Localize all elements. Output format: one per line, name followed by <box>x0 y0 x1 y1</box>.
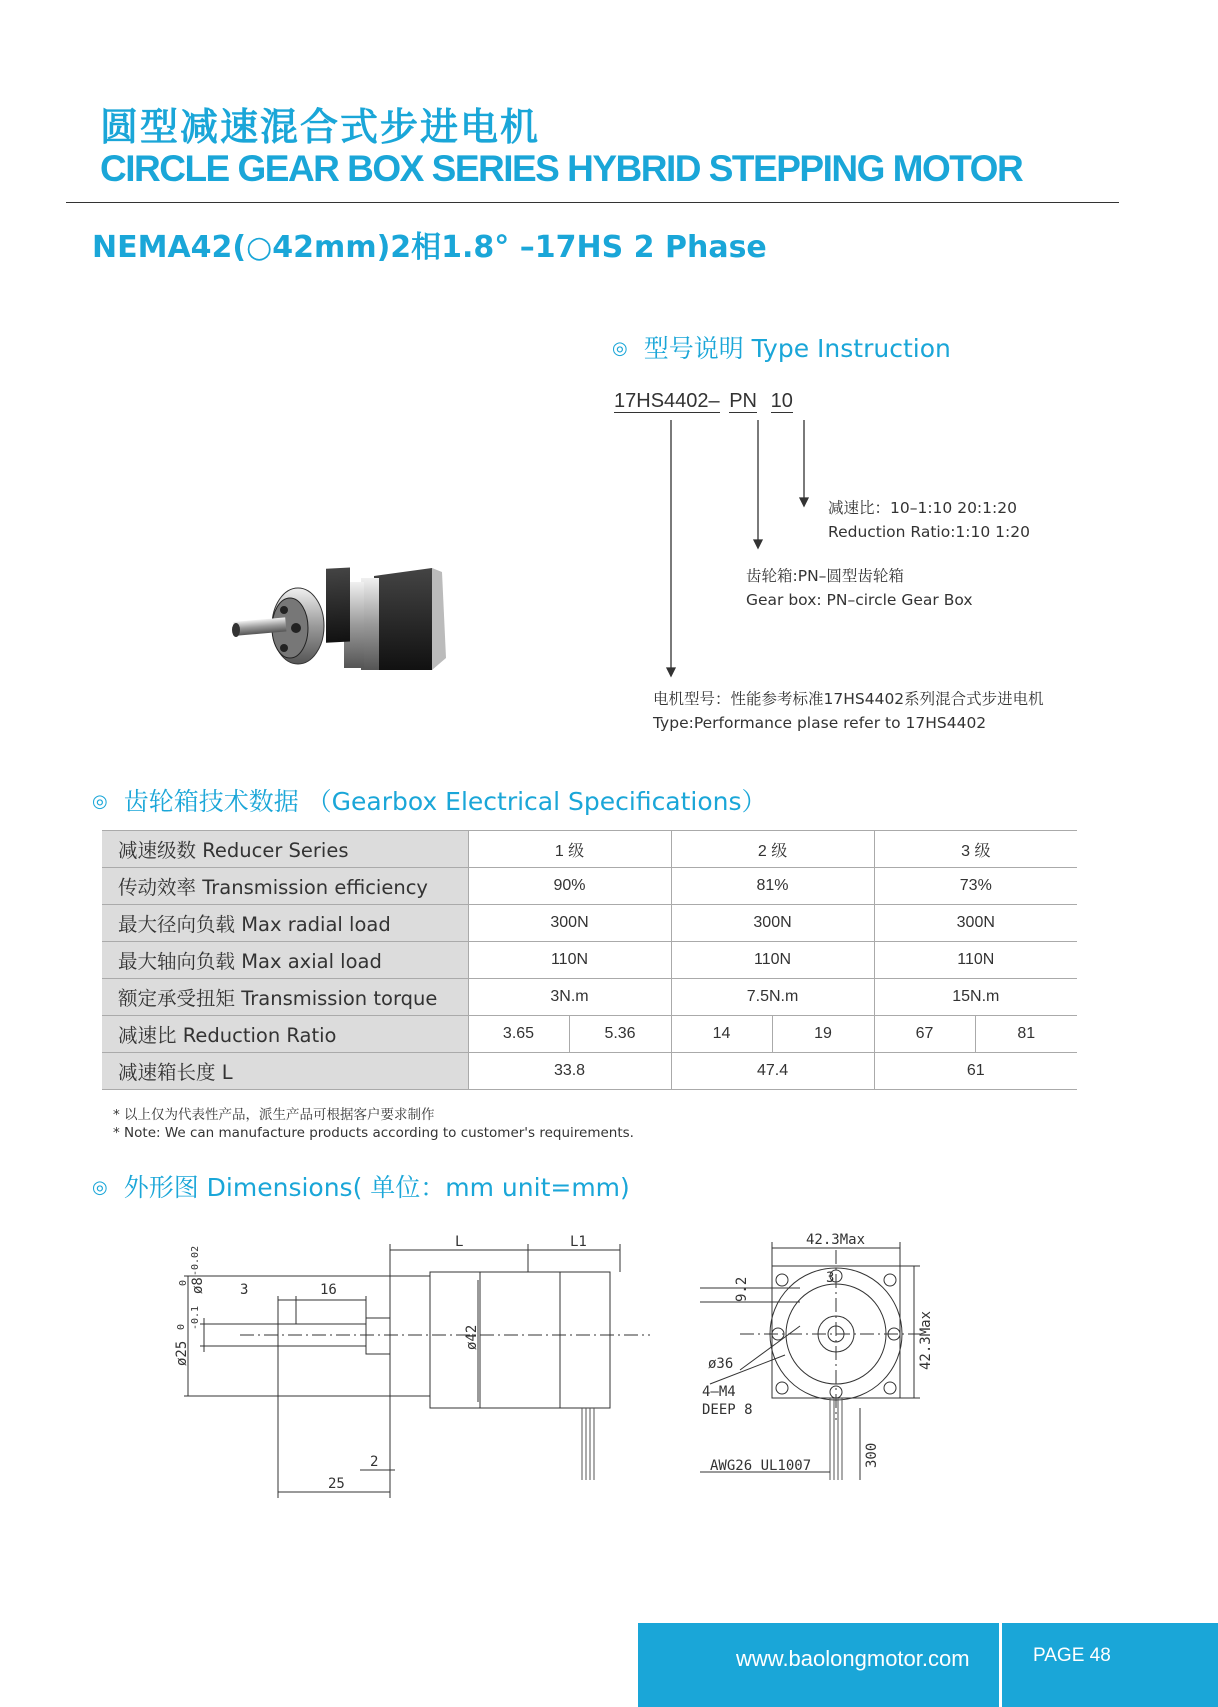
side-view <box>174 1234 650 1498</box>
type-instruction-heading: ◎ 型号说明 Type Instruction <box>612 334 951 363</box>
type-arrows <box>600 418 840 678</box>
cell: 19 <box>772 1016 874 1053</box>
table-row <box>102 942 1077 979</box>
type-note: 电机型号：性能参考标准17HS4402系列混合式步进电机 Type:Performance plase refer to 17HS4402 <box>653 690 1044 732</box>
dim-3b: 3 <box>826 1270 835 1286</box>
code-model: 17HS4402– <box>614 390 720 412</box>
dim-d25-tol-bot: -0.1 <box>190 1305 201 1330</box>
table-row <box>102 979 1077 1016</box>
dim-d25-tol-top: 0 <box>176 1323 187 1330</box>
cell: 81 <box>975 1016 1077 1053</box>
dim-92: 9.2 <box>734 1276 750 1302</box>
code-ratio: 10 <box>770 390 793 412</box>
footer-separator <box>999 1623 1002 1707</box>
cell: 3 级 <box>874 831 1077 868</box>
row-label: 传动效率 Transmission efficiency <box>102 868 468 905</box>
dim-h423: 42.3Max <box>918 1310 934 1370</box>
row-label: 减速级数 Reducer Series <box>102 831 468 868</box>
type-code <box>614 390 793 413</box>
front-view <box>700 1232 934 1480</box>
cell: 5.36 <box>569 1016 671 1053</box>
dim-d8-tol-bot: -0.02 <box>190 1245 201 1276</box>
page-title-en: CIRCLE GEAR BOX SERIES HYBRID STEPPING MOTOR <box>100 148 1023 189</box>
row-label: 减速箱长度 L <box>102 1053 468 1090</box>
dim-d8: ø8 <box>190 1277 206 1294</box>
gearbox-spec-table <box>102 830 1077 1090</box>
cell: 2 级 <box>671 831 874 868</box>
cell: 7.5N.m <box>671 979 874 1016</box>
cell: 73% <box>874 868 1077 905</box>
dim-d8-tol-top: 0 <box>178 1279 189 1286</box>
cell: 300N <box>671 905 874 942</box>
dim-25: 25 <box>328 1476 345 1492</box>
table-row <box>102 831 1077 868</box>
gearbox-note: 齿轮箱:PN–圆型齿轮箱 Gear box: PN–circle Gear Box <box>746 567 973 609</box>
dimension-drawing <box>174 1230 1000 1530</box>
dimensions-heading: ◎ 外形图 Dimensions( 单位：mm unit=mm) <box>92 1173 630 1202</box>
cell: 3.65 <box>468 1016 569 1053</box>
cell: 47.4 <box>671 1053 874 1090</box>
dim-3: 3 <box>240 1282 249 1298</box>
cell: 81% <box>671 868 874 905</box>
dim-deep: DEEP 8 <box>702 1402 753 1418</box>
dim-d36: ø36 <box>708 1356 734 1372</box>
spec-note: * 以上仅为代表性产品，派生产品可根据客户要求制作 * Note: We can manufacture products according to customer's requirements. <box>113 1107 634 1141</box>
row-label: 最大轴向负载 Max axial load <box>102 942 468 979</box>
page-title-cn: 圆型减速混合式步进电机 <box>100 105 541 149</box>
product-subtitle: NEMA42(○42mm)2相1.8° –17HS 2 Phase <box>92 230 767 265</box>
code-gearbox: PN <box>729 390 758 412</box>
dim-m4: 4–M4 <box>702 1384 736 1400</box>
dim-w423: 42.3Max <box>806 1232 866 1248</box>
gearbox-spec-heading: ◎ 齿轮箱技术数据 （Gearbox Electrical Specifications） <box>92 787 767 816</box>
row-label: 最大径向负载 Max radial load <box>102 905 468 942</box>
cell: 300N <box>874 905 1077 942</box>
dim-300: 300 <box>864 1442 880 1468</box>
motor-photo <box>226 558 456 688</box>
cell: 300N <box>468 905 671 942</box>
cell: 110N <box>671 942 874 979</box>
table-row <box>102 1053 1077 1090</box>
table-row <box>102 1016 1077 1053</box>
cell: 61 <box>874 1053 1077 1090</box>
dim-d25: ø25 <box>174 1340 190 1366</box>
cell: 110N <box>468 942 671 979</box>
cell: 1 级 <box>468 831 671 868</box>
footer-url[interactable]: www.baolongmotor.com <box>736 1646 970 1671</box>
page-number: PAGE 48 <box>1033 1645 1111 1666</box>
dim-d42: ø42 <box>464 1324 480 1350</box>
cell: 15N.m <box>874 979 1077 1016</box>
cell: 33.8 <box>468 1053 671 1090</box>
dim-L: L <box>455 1234 464 1250</box>
table-row <box>102 868 1077 905</box>
table-row <box>102 905 1077 942</box>
dim-L1: L1 <box>570 1234 587 1250</box>
cell: 90% <box>468 868 671 905</box>
title-divider <box>66 202 1119 203</box>
dim-2: 2 <box>370 1454 379 1470</box>
row-label: 额定承受扭矩 Transmission torque <box>102 979 468 1016</box>
row-label: 减速比 Reduction Ratio <box>102 1016 468 1053</box>
cell: 3N.m <box>468 979 671 1016</box>
cell: 67 <box>874 1016 975 1053</box>
dim-cable: AWG26 UL1007 <box>710 1458 812 1474</box>
cell: 14 <box>671 1016 772 1053</box>
cell: 110N <box>874 942 1077 979</box>
dim-16: 16 <box>320 1282 337 1298</box>
ratio-note: 减速比：10–1:10 20:1:20 Reduction Ratio:1:10 1:20 <box>828 499 1030 541</box>
